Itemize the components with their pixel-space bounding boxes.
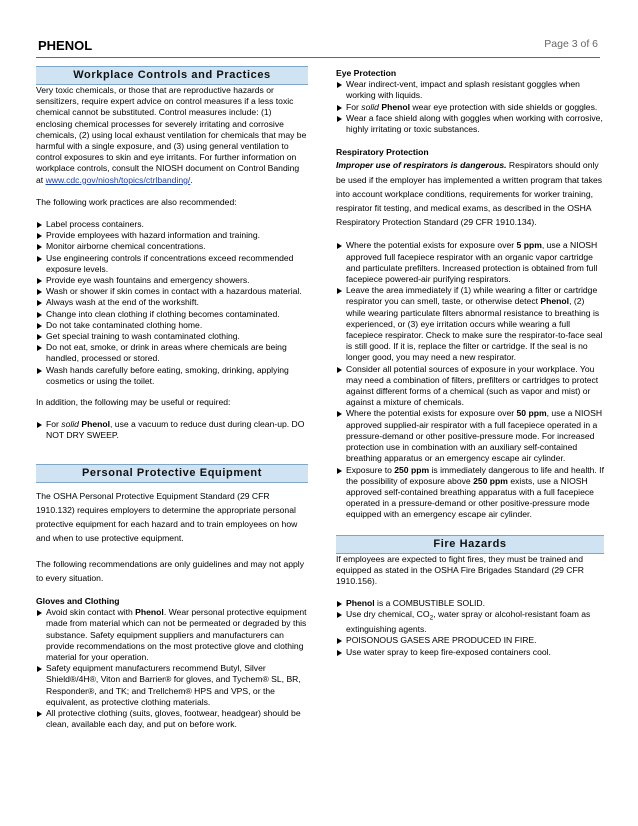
list-item: Wear indirect-vent, impact and splash resistant goggles when working with liquids. <box>336 79 604 101</box>
list-item: Use water spray to keep fire-exposed containers cool. <box>336 647 604 658</box>
list-item: Provide eye wash fountains and emergency showers. <box>36 275 308 286</box>
left-column <box>36 66 308 730</box>
list-item: Wash or shower if skin comes in contact with a hazardous material. <box>36 286 308 297</box>
list-item: Use dry chemical, $CO_2$, water spray or alcohol-resistant foam as extinguishing agents. <box>336 609 604 635</box>
list-item: Consider all potential sources of exposure in your workplace. You may need a combination of filters, prefilters or cartridges to protect against different forms of a chemical (such as vapor and mist) or against a mixture of chemicals. <box>336 364 604 409</box>
fire-intro: If employees are expected to fight fires, they must be trained and equipped as stated in the OSHA Fire Brigades Standard (29 CFR 1910.156). <box>336 553 584 586</box>
list-item: Do not take contaminated clothing home. <box>36 320 308 331</box>
respiratory-list <box>336 240 604 520</box>
list-item: For solid Phenol, use a vacuum to reduce dust during clean-up. DO NOT DRY SWEEP. <box>36 419 308 441</box>
fire-list <box>336 598 604 658</box>
respiratory-protection-title: Respiratory Protection <box>336 147 429 158</box>
addition-intro: In addition, the following may be useful or required: <box>36 397 231 408</box>
list-item: Leave the area immediately if (1) while wearing a filter or cartridge respirator you can smell, taste, or otherwise detect Phenol, (2) while wearing particulate filters abnormal resistance to breathing is experienced, or (3) eye irritation occurs while wearing a full facepiece respirator. Check to make sure the respirator-to-face seal is still good. If it is, replace the filter or cartridge. If the seal is no longer good, you may need a new respirator. <box>336 285 604 363</box>
list-item: Change into clean clothing if clothing becomes contaminated. <box>36 309 308 320</box>
right-column <box>336 66 604 658</box>
list-item: Provide employees with hazard information and training. <box>36 230 308 241</box>
document-title: PHENOL <box>38 38 93 53</box>
gloves-list <box>36 607 308 730</box>
list-item: Phenol is a COMBUSTIBLE SOLID. <box>336 598 604 609</box>
list-item: Exposure to 250 ppm is immediately dangerous to life and health. If the possibility of exposure above 250 ppm exists, use a NIOSH approved self-contained breathing apparatus with a full facepiece operated in a pressure-demand or other positive-pressure mode equipped with an emergency escape air cylinder. <box>336 465 604 521</box>
list-item: Monitor airborne chemical concentrations. <box>36 241 308 252</box>
list-item: Use engineering controls if concentrations exceed recommended exposure levels. <box>36 253 308 275</box>
work-practices-list <box>36 219 308 387</box>
practices-intro: The following work practices are also recommended: <box>36 196 237 207</box>
list-item: For solid Phenol wear eye protection with side shields or goggles. <box>336 102 604 113</box>
solid-list <box>36 419 308 441</box>
list-item: Where the potential exists for exposure over 50 ppm, use a NIOSH approved supplied-air respirator with a full facepiece operated in a pressure-demand or other positive-pressure mode. For increased protection use in combination with an auxiliary self-contained breathing apparatus or an emergency escape air cylinder. <box>336 408 604 464</box>
control-banding-link[interactable]: www.cdc.gov/niosh/topics/ctrlbanding/ <box>45 174 191 185</box>
workplace-intro: Very toxic chemicals, or those that are reproductive hazards or sensitizers, require expert advice on control measures if a less toxic chemical cannot be substituted. Control measures include: (1) enclosing chemical processes for severely irritating and corrosive chemicals, (2) using local exhaust ventilation for chemicals that may be harmful with a single exposure, and (3) using general ventilation to control exposures to skin and eye irritants. For further information on workplace controls, consult the NIOSH document on Control Banding at www.cdc.gov/niosh/topics/ctrlbanding/. <box>36 85 307 185</box>
eye-protection-title: Eye Protection <box>336 68 397 78</box>
list-item: Wear a face shield along with goggles when working with corrosive, highly irritating or toxic substances. <box>336 113 604 135</box>
list-item: Where the potential exists for exposure over 5 ppm, use a NIOSH approved full facepiece respirator with an organic vapor cartridge and particulate prefilters. Increased protection is obtained from full facepiece powered-air purifying respirators. <box>336 240 604 285</box>
list-item: Do not eat, smoke, or drink in areas where chemicals are being handled, processed or stored. <box>36 342 308 364</box>
fire-hazards-heading: Fire Hazards <box>336 535 604 554</box>
gloves-clothing-title: Gloves and Clothing <box>36 595 120 606</box>
list-item: Safety equipment manufacturers recommend Butyl, Silver Shield®/4H®, Viton and Barrier® for gloves, and Tychem® SL, BR, Responder®, and TK; and Trellchem® HPS and VPS, or the equivalent, as protective clothing materials. <box>36 663 308 708</box>
list-item: Wash hands carefully before eating, smoking, drinking, applying cosmetics or using the toilet. <box>36 365 308 387</box>
list-item: Avoid skin contact with Phenol. Wear personal protective equipment made from material which can not be permeated or degraded by this substance. Safety equipment suppliers and manufacturers can provide recommendations on the most protective glove and clothing material for your operation. <box>36 607 308 663</box>
ppe-guidelines: The following recommendations are only guidelines and may not apply to every situation. <box>36 558 304 583</box>
eye-protection-list <box>336 79 604 135</box>
list-item: Always wash at the end of the workshift. <box>36 297 308 308</box>
page-number: Page 3 of 6 <box>544 38 598 50</box>
list-item: Get special training to wash contaminated clothing. <box>36 331 308 342</box>
list-item: Label process containers. <box>36 219 308 230</box>
respiratory-intro: Improper use of respirators is dangerous. Respirators should only be used if the employer has implemented a written program that takes into account workplace conditions, requirements for worker training, respirator fit testing, and medical exams, as described in the OSHA Respiratory Protection Standard (29 CFR 1910.134). <box>336 160 603 228</box>
ppe-heading: Personal Protective Equipment <box>36 464 308 483</box>
list-item: All protective clothing (suits, gloves, footwear, headgear) should be clean, available each day, and put on before work. <box>36 708 308 730</box>
workplace-controls-heading: Workplace Controls and Practices <box>36 66 308 85</box>
list-item: POISONOUS GASES ARE PRODUCED IN FIRE. <box>336 635 604 646</box>
ppe-intro: The OSHA Personal Protective Equipment Standard (29 CFR 1910.132) requires employers to determine the appropriate personal protective equipment for each hazard and to train employees on how and when to use protective equipment. <box>36 490 298 544</box>
header-rule <box>36 57 600 58</box>
